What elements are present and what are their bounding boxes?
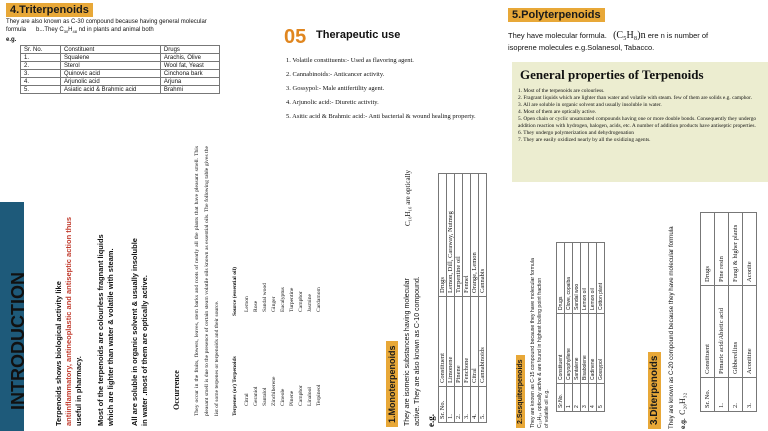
triterpenoids-line2: formula b...They $C_{30}H_{48}$ nd in plants and animal both (6, 27, 154, 35)
general-properties-list (518, 88, 764, 144)
sesquiterpenoids-table (556, 242, 605, 412)
table-row: 1. Pimaric acid/Abietic acid Pine resin (715, 213, 729, 412)
general-properties-title: General properties of Terpenoids (520, 67, 704, 82)
table-row: 4. Citral Orange, Lemon (471, 174, 479, 423)
table-row: 1. Limonene Lemon, Dill, Caraway, Nutmeg (447, 174, 455, 423)
table-row: 4. Arjunolic acid Arjuna (21, 78, 220, 86)
therapeutic-number: 05 (284, 26, 307, 48)
list-item: 4. Arjunolic acid:- Diuretic activity. (286, 99, 379, 106)
list-item: 2. Cannabinoids:- Anticancer activity. (286, 71, 385, 78)
monoterpenoids-desc2: active. They are also known as C-10 compound. (414, 276, 421, 426)
occurrence-paragraph: They occur in the fruits, flowers, leaves, stem barks and roots of nearly all the plants that have pleasant smell. This pleasant smell is due to the presence of certain steam volatile oils known as essential oils. The following table gives the list of some terpenes or terpenoids and their source. (194, 146, 220, 416)
triterpenoids-description (6, 18, 232, 44)
monoterpenoids-formula: C₁₀H₁₆ are optically (404, 169, 412, 226)
sesquiterpenoids-panel (512, 186, 642, 431)
diterpenoids-panel (644, 186, 768, 431)
monoterpenoids-desc1: They are isomeric substances having molecular (404, 278, 411, 426)
table-row: 3. Aconitine Aconite (743, 213, 757, 412)
monoterpenoids-panel (382, 140, 510, 431)
table-header-row: Sr. No. Constituent Drugs (21, 46, 220, 54)
table-header-row: Sr.No. Constituent Drugs (557, 243, 565, 412)
table-header-row: Sr. No. Constituent Drugs (701, 213, 715, 412)
introduction-panel (0, 180, 168, 431)
therapeutic-use-panel (282, 22, 498, 132)
introduction-title: INTRODUCTION (8, 272, 28, 410)
table-row: 5 Gossypol Cotton plant (597, 243, 605, 412)
diterpenoids-header: 3.Diterpenoids (648, 352, 661, 429)
polyterpenoids-header: 5.Polyterpenoids (508, 8, 605, 22)
occurrence-table (228, 156, 244, 416)
list-item: 4. Most of them are optically active. (518, 109, 597, 115)
table-row: 5. Asiatic acid & Brahmic acid Brahmi (21, 86, 220, 94)
table-row: 1 Caryophyllene Clove, copaiba (565, 243, 573, 412)
monoterpenoids-eg: e.g. (426, 414, 436, 427)
general-properties-panel (512, 62, 768, 182)
monoterpenoids-header: 1.Monoterpenoids (386, 341, 398, 427)
diterpenoids-desc2: e.g. C₂₀H₃₂ (678, 392, 687, 429)
table-row: 3. Quinovic acid Cinchona bark (21, 70, 220, 78)
triterpenoids-panel (0, 0, 232, 112)
diterpenoids-desc1: They are known as C-20 compound because they have molecular formula (668, 226, 675, 429)
list-item: 6. They undergo polymerization and dehydrogenation (518, 130, 634, 136)
triterpenoids-header: 4.Triterpenoids (6, 3, 93, 17)
table-row: 1. Squalene Arachis, Olive (21, 54, 220, 62)
occurrence-column-terpenes: Citral Lemon Geraniol Rose Santalol Sandal wood Zinchiberene Ginger Cineole Eucalyptus Pinene Turpentine Camphor Camphor Linalool Jasmine Terpineol Cardamom (244, 282, 322, 406)
table-row: 2. Gibberellins Fungi & higher plants (729, 213, 743, 412)
table-row: 2. Sterol Wool fat, Yeast (21, 62, 220, 70)
table-row: 4 Cadinene Lemon oil (589, 243, 597, 412)
diterpenoids-table (700, 212, 757, 412)
table-row: 5. Cannabinoids Cannabis (479, 174, 487, 423)
triterpenoids-line1: They are also known as C-30 compound because having general molecular (6, 19, 207, 25)
table-row: 3 Bisabolene Lemon oil (581, 243, 589, 412)
list-item: 7. They are easily oxidized nearly by all the oxidizing agents. (518, 137, 651, 143)
table-header-row: Terpenes (or) Terpenoids Source (essential oil) (232, 267, 238, 416)
table-row: 2 Santalene Sandal woo (573, 243, 581, 412)
sesquiterpenoids-header: 2.Sesquiterpenoids (516, 355, 525, 428)
table-header-row: Sr. No. Constituent Drugs (439, 174, 447, 423)
list-item: 1. Volatile constituents:- Used as flavoring agent. (286, 57, 414, 64)
table-row: 2. Pinene Turpentine oil (455, 174, 463, 423)
polyterpenoids-line1: They have molecular formula. (C₅H₈)n ere n is number of (508, 30, 709, 41)
list-item: 2. Fragrant liquids which are lighter than water and volatile with steam. few of them are solids e.g. camphor. (518, 95, 752, 101)
list-item: 5. Open chain or cyclic unsaturated compounds having one or more double bonds. Consequently they undergo addition reaction with hydrogen, halogen, acids, etc. A number of addition products have antiseptic properties. (518, 116, 757, 129)
triterpenoids-table (20, 45, 220, 94)
occurrence-title: Occurrence (172, 370, 181, 410)
occurrence-panel (168, 140, 378, 431)
polyterpenoids-line2: isoprene molecules e.g.Solanesol, Tabacco. (508, 43, 655, 52)
triterpenoids-eg: e.g. (6, 37, 17, 44)
list-item: 1. Most of the terpenoids are colourless. (518, 88, 605, 94)
table-row: 3. Fenchone Fennel (463, 174, 471, 423)
list-item: 3. Gossypol:- Male antifertility agent. (286, 85, 385, 92)
list-item: 5. Asitic acid & Brahmic acid:- Anti bacterial & wound healing property. (286, 113, 476, 120)
therapeutic-list (286, 54, 476, 124)
list-item: 3. All are soluble in organic solvent and usually insoluble in water. (518, 102, 662, 108)
monoterpenoids-table (438, 173, 487, 423)
polyterpenoids-panel (508, 5, 768, 65)
introduction-text: Terpenoids shows biological activity like antiinflammatory, antineoplastic and antiseptic action thus useful in pharmacy. Most of the terpenoids are colourless fragnant liquids which are lighter than water & volatile with steam. All are soluble in organic solvent & usually insoluble in water .most of them are optically active. (54, 216, 149, 426)
sesquiterpenoids-desc: They are known as C-15 compound because they have molecular formula C₁₅H₂₄ optically active & are found in highest boiling point fraction of volatile oil e.g. (530, 258, 550, 428)
therapeutic-title: Therapeutic use (316, 29, 401, 41)
